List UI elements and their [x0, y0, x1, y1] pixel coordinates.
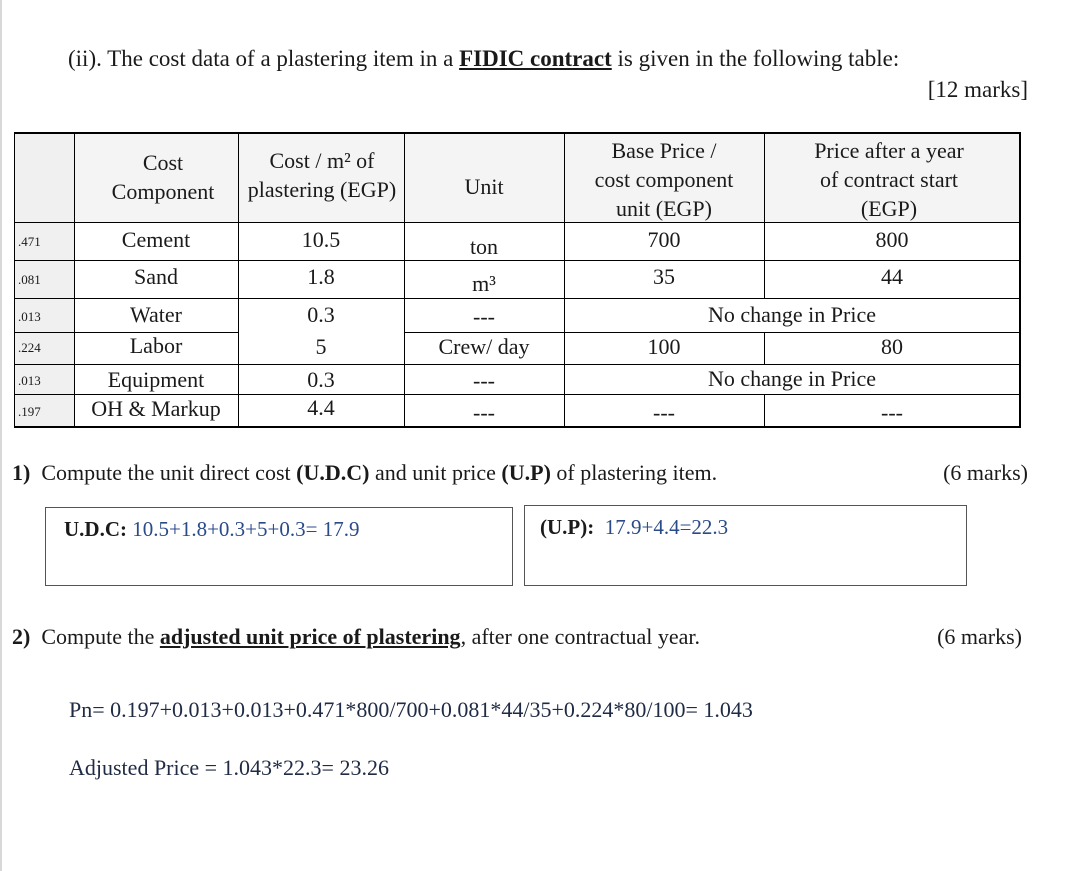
up-answer: (U.P): 17.9+4.4=22.3 — [540, 515, 729, 539]
intro-text: (ii). The cost data of a plastering item in a FIDIC contract is given in the following table: — [68, 46, 900, 71]
price-after-cell: 800 — [875, 227, 909, 252]
component-cell: OH & Markup — [91, 396, 221, 421]
weight-label: .013 — [18, 309, 41, 324]
base-price-cell: 35 — [653, 264, 675, 289]
price-after-cell: 80 — [881, 334, 903, 359]
fidic-contract-highlight: FIDIC contract — [459, 46, 612, 71]
header-unit: Unit — [464, 174, 504, 199]
cost-cell: 4.4 — [307, 395, 335, 420]
no-change-cell: No change in Price — [708, 302, 876, 327]
component-cell: Labor — [129, 333, 183, 358]
component-cell: Sand — [134, 264, 178, 289]
unit-cell: Crew/ day — [438, 334, 530, 359]
page-edge — [0, 0, 2, 871]
base-price-cell: 700 — [647, 227, 681, 252]
cost-cell: 0.3 — [307, 367, 335, 392]
header-price-after: Price after a year of contract start (EGP) — [814, 138, 964, 221]
pn-calculation: Pn= 0.197+0.013+0.013+0.471*800/700+0.081*44/35+0.224*80/100= 1.043 — [69, 697, 753, 722]
question-1: 1) Compute the unit direct cost (U.D.C) and unit price (U.P) of plastering item. — [12, 460, 718, 485]
header-cost-m2: Cost / m² of plastering (EGP) — [247, 148, 397, 202]
unit-cell: m³ — [472, 271, 496, 296]
cost-cell: 10.5 — [301, 227, 341, 252]
adjusted-price-calculation: Adjusted Price = 1.043*22.3= 23.26 — [69, 755, 389, 780]
component-cell: Water — [130, 302, 182, 327]
unit-cell: --- — [473, 368, 495, 393]
question-2: 2) Compute the adjusted unit price of plastering, after one contractual year. — [12, 624, 700, 649]
no-change-cell: No change in Price — [708, 366, 876, 391]
question-1-marks: (6 marks) — [943, 460, 1028, 485]
price-after-cell: 44 — [881, 264, 903, 289]
question-2-marks: (6 marks) — [937, 624, 1022, 649]
component-cell: Cement — [121, 227, 191, 252]
header-base-price: Base Price / cost component unit (EGP) — [594, 138, 734, 221]
weight-label: .471 — [18, 234, 41, 249]
cost-cell: 5 — [315, 334, 327, 359]
weight-label: .197 — [18, 404, 41, 419]
weight-label: .013 — [18, 373, 41, 388]
price-after-cell: --- — [881, 400, 903, 425]
header-component: Cost Component — [111, 150, 215, 204]
unit-cell: ton — [469, 234, 499, 259]
cost-table — [14, 132, 1020, 428]
unit-cell: --- — [473, 400, 495, 425]
cost-cell: 0.3 — [307, 302, 335, 327]
cost-cell: 1.8 — [307, 264, 335, 289]
base-price-cell: 100 — [647, 334, 681, 359]
weight-label: .081 — [18, 272, 41, 287]
base-price-cell: --- — [653, 400, 675, 425]
weight-label: .224 — [18, 340, 41, 355]
total-marks: [12 marks] — [927, 77, 1028, 102]
component-cell: Equipment — [107, 367, 205, 392]
unit-cell: --- — [473, 304, 495, 329]
udc-answer: U.D.C: 10.5+1.8+0.3+5+0.3= 17.9 — [64, 517, 360, 541]
